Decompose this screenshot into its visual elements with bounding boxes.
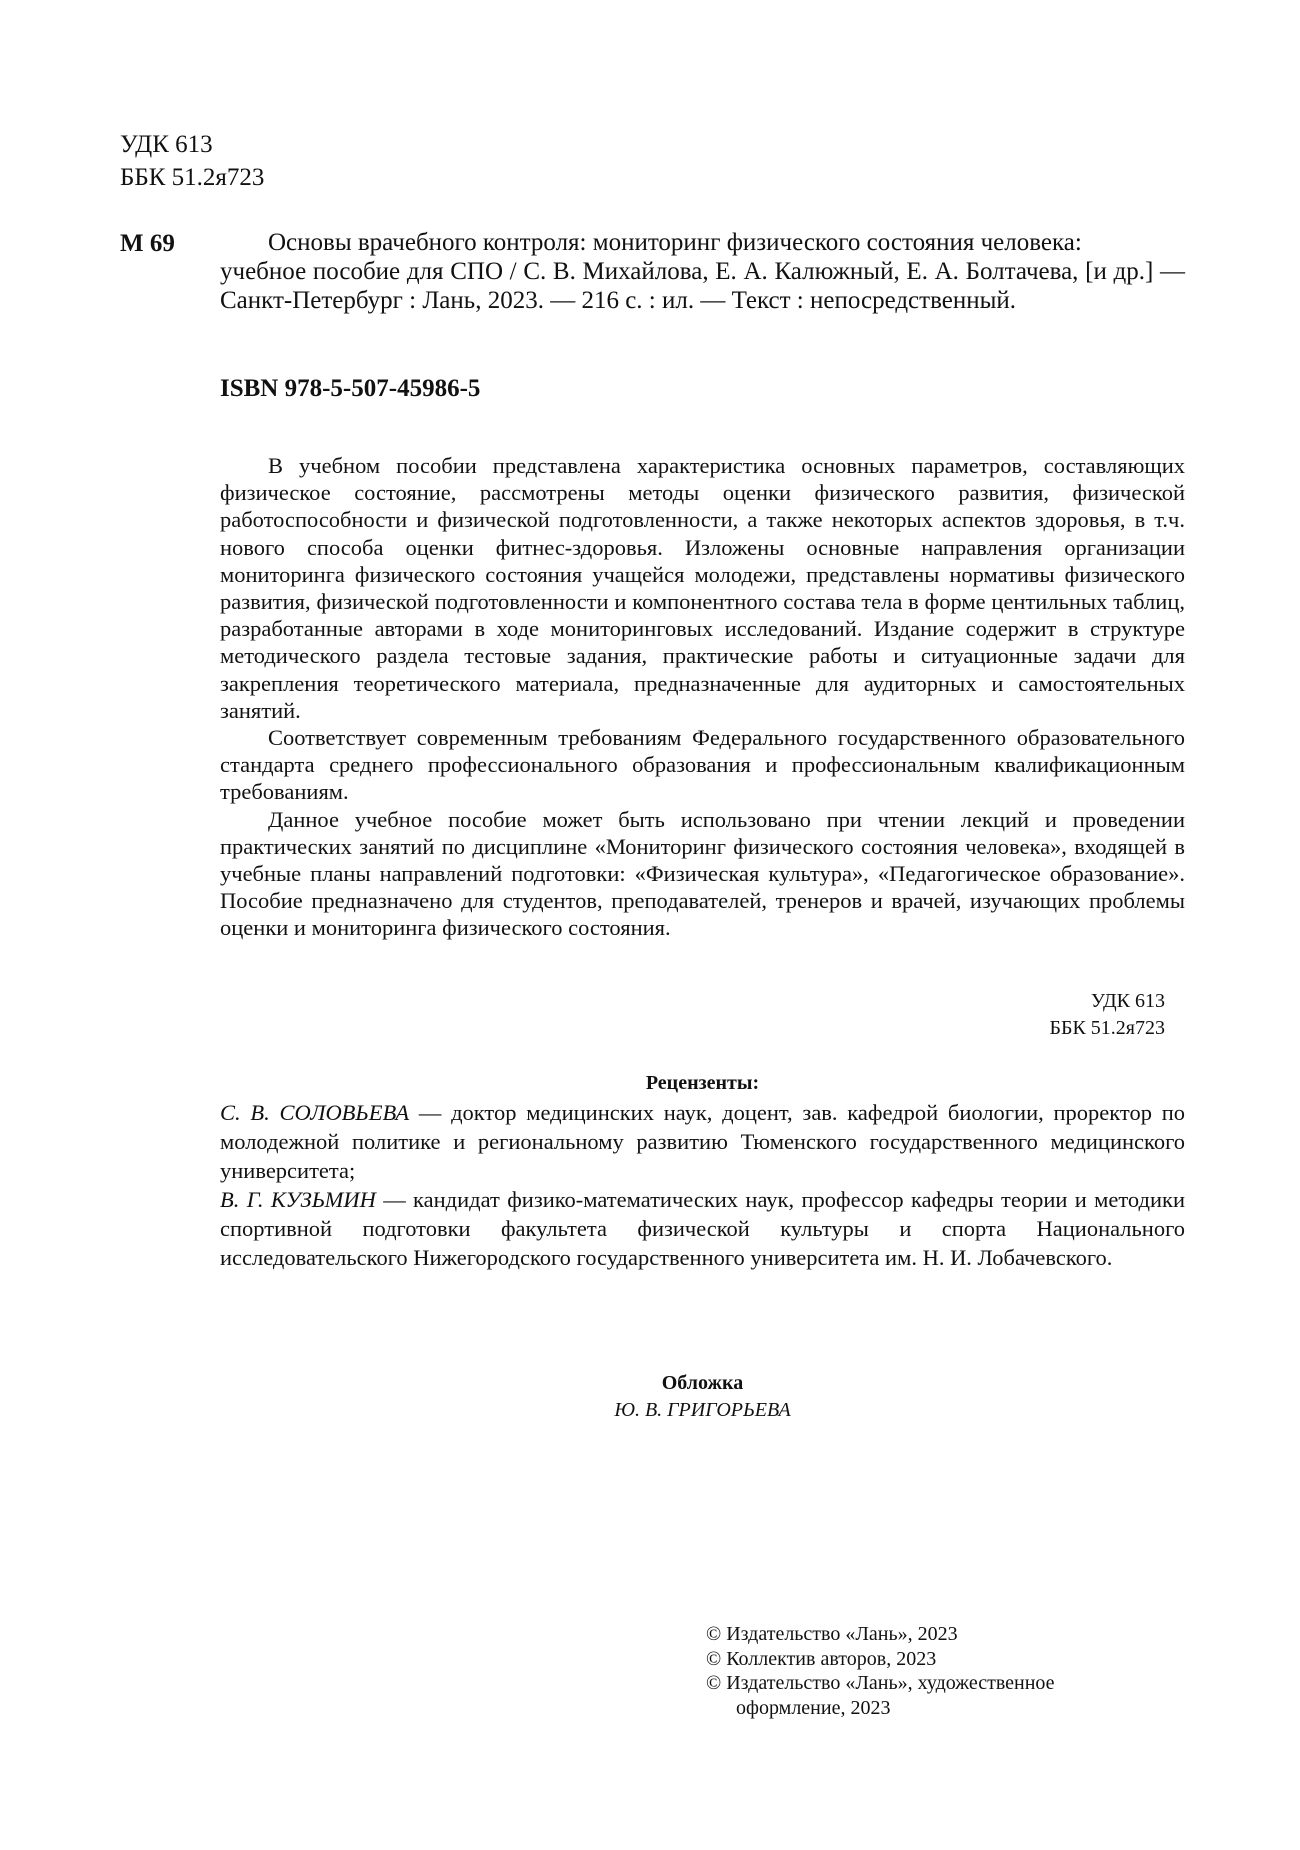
reviewers-section — [220, 1070, 1185, 1272]
reviewer-2-name: В. Г. КУЗЬМИН — [220, 1187, 376, 1212]
annotation — [220, 452, 1185, 942]
cover-designer: Ю. В. ГРИГОРЬЕВА — [614, 1399, 791, 1421]
reviewer-1-name: С. В. СОЛОВЬЕВА — [220, 1100, 410, 1125]
copyright-line-3: © Издательство «Лань», художественное — [706, 1672, 1055, 1694]
annotation-paragraph-1: В учебном пособии представлена характеристика основных параметров, составляющих физическое состояние, рассмотрены методы оценки физического развития, физической работоспособности и физической подготовленности, а также некоторых аспектов здоровья, в т.ч. нового способа оценки фитнес-здоровья. Изложены основные направления организации мониторинга физического состояния учащейся молодежи, представлены нормативы физического развития, физической подготовленности и компонентного состава тела в форме центильных таблиц, разработанные авторами в ходе мониторинговых исследований. Издание содержит в структуре методического раздела тестовые задания, практические работы и ситуационные задачи для закрепления теоретического материала, предназначенные для аудиторных и самостоятельных занятий. — [220, 453, 1185, 723]
udk-code: УДК 613 — [120, 131, 213, 158]
copyright-line-2: © Коллектив авторов, 2023 — [706, 1647, 937, 1670]
bbk-code-right: ББК 51.2я723 — [1049, 1017, 1165, 1039]
bbk-code: ББК 51.2я723 — [120, 164, 265, 191]
copyright-line-4: оформление, 2023 — [736, 1696, 891, 1719]
reviewer-2-credentials: — кандидат физико-математических наук, профессор кафедры теории и методики спортивной подготовки факультета физической культуры и спорта Национального исследовательского Нижегородского государственного университета им. Н. И. Лобачевского. — [220, 1187, 1185, 1270]
copyright-block — [706, 1622, 1055, 1720]
copyright-line-1: © Издательство «Лань», 2023 — [706, 1623, 958, 1645]
classification-block — [120, 128, 264, 194]
udk-code-right: УДК 613 — [1090, 990, 1165, 1012]
reviewer-1 — [220, 1098, 1185, 1185]
cover-credit — [220, 1370, 1185, 1424]
isbn: ISBN 978-5-507-45986-5 — [220, 375, 481, 402]
annotation-paragraph-2: Соответствует современным требованиям Федерального государственного образовательного стандарта среднего профессионального образования и профессиональным квалификационным требованиям. — [220, 725, 1185, 805]
bibliographic-details: учебное пособие для СПО / С. В. Михайлова, Е. А. Калюжный, Е. А. Болтачева, [и др.] — Санкт-Петербург : Лань, 2023. — 216 с. : ил. — Текст : непосредственный. — [220, 258, 1185, 314]
reviewers-heading: Рецензенты: — [645, 1072, 760, 1094]
annotation-paragraph-3: Данное учебное пособие может быть использовано при чтении лекций и проведении практических занятий по дисциплине «Мониторинг физического состояния человека», входящей в учебные планы направлений подготовки: «Физическая культура», «Педагогическое образование». Пособие предназначено для студентов, преподавателей, тренеров и врачей, изучающих проблемы оценки и мониторинга физического состояния. — [220, 806, 1185, 941]
reviewer-1-credentials: — доктор медицинских наук, доцент, зав. кафедрой биологии, проректор по молодежной политике и региональному развитию Тюменского государственного медицинского университета; — [220, 1100, 1185, 1183]
cover-label: Обложка — [661, 1372, 744, 1394]
reviewer-2 — [220, 1185, 1185, 1272]
author-mark: М 69 — [120, 230, 175, 257]
bibliographic-title-line: Основы врачебного контроля: мониторинг физического состояния человека: — [268, 229, 1082, 256]
classification-block-right — [1030, 988, 1165, 1042]
bibliographic-description — [220, 228, 1185, 315]
